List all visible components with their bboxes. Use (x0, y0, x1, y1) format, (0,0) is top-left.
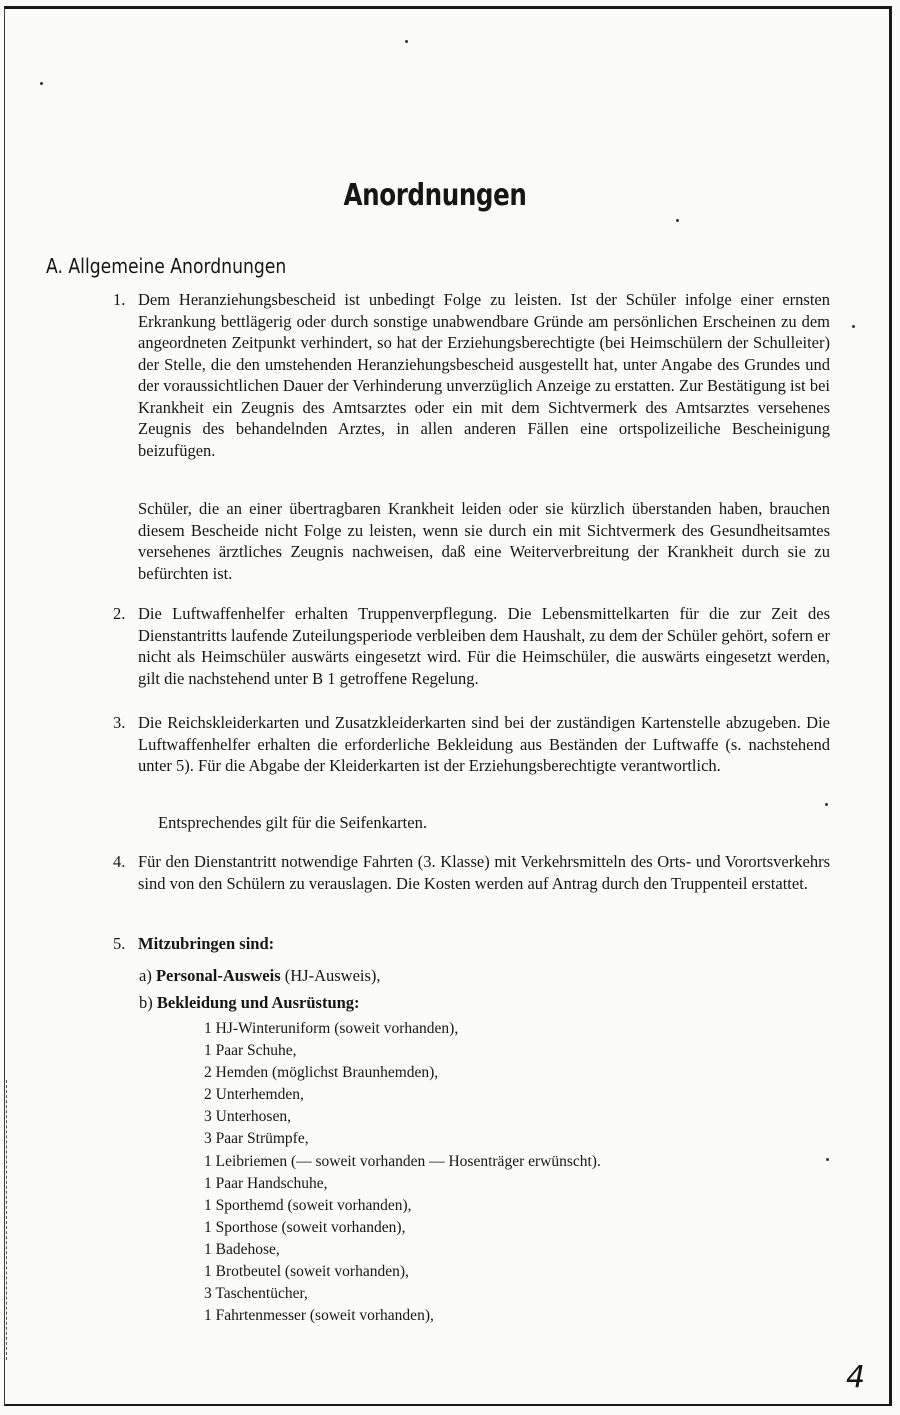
margin-scan-marks (6, 1080, 9, 1360)
scan-speck (825, 803, 828, 806)
list-item: 1 Leibriemen (— soweit vorhanden — Hosenträger erwünscht). (204, 1152, 601, 1170)
item-number: 3. (113, 713, 126, 732)
item-1-paragraph-2-text: Schüler, die an einer übertragbaren Krankheit leiden oder sie kürzlich überstanden haben, brauchen diesem Bescheide nicht Folge zu leisten, wenn sie durch ein mit Sichtvermerk des Gesundheitsamtes versehenes ärztliches Zeugnis nachweisen, daß eine Weiterverbreitung der Krankheit durch sie zu befürchten ist. (138, 499, 830, 583)
list-item: 1 Sporthose (soweit vorhanden), (204, 1218, 406, 1236)
item-number: 4. (113, 852, 126, 871)
scan-speck (676, 219, 679, 222)
list-item: 1 Sporthemd (soweit vorhanden), (204, 1196, 412, 1214)
subitem-a-label: a) (139, 966, 152, 985)
list-item: 3 Unterhosen, (204, 1108, 291, 1126)
item-3-paragraph-1: Die Reichskleiderkarten und Zusatzkleiderkarten sind bei der zuständigen Kartenstelle abzugeben. Die Luftwaffenhelfer erhalten die erforderliche Bekleidung aus Beständen der Luftwaffe (s. nachstehend unter 5). Für die Abgabe der Kleiderkarten ist der Erziehungsberechtigte verantwortlich. (138, 713, 830, 775)
scan-speck (405, 40, 408, 43)
item-2-paragraph: Die Luftwaffenhelfer erhalten Truppenverpflegung. Die Lebensmittelkarten für die zur Zeit des Dienstantritts laufende Zuteilungsperiode verbleiben dem Haushalt, zu dem der Schüler gehört, sofern er nicht als Heimschüler auswärts eingesetzt wird. Für die Heimschüler, die auswärts eingesetzt werden, gilt die nachstehend unter B 1 getroffene Regelung. (138, 604, 830, 688)
item-1-paragraph-2 (138, 498, 830, 584)
list-item: 1 HJ-Winteruniform (soweit vorhanden), (204, 1020, 459, 1037)
subitem-a (139, 966, 381, 986)
item-3-paragraph-2: Entsprechendes gilt für die Seifenkarten. (158, 813, 427, 832)
list-item: 1 Brotbeutel (soweit vorhanden), (204, 1263, 409, 1281)
item-number: 5. (113, 934, 126, 953)
list-item: 1 Badehose, (204, 1240, 280, 1258)
list-item: 2 Unterhemden, (204, 1086, 304, 1104)
equipment-list (204, 1018, 601, 1327)
list-item: 1 Paar Schuhe, (204, 1042, 297, 1060)
list-item: 1 Paar Handschuhe, (204, 1174, 328, 1192)
list-item: 2 Hemden (möglichst Braunhemden), (204, 1064, 439, 1082)
item-4-paragraph: Für den Dienstantritt notwendige Fahrten (3. Klasse) mit Verkehrsmitteln des Orts- und Vorortsverkehrs sind von den Schülern zu verauslagen. Die Kosten werden auf Antrag durch den Truppenteil erstattet. (138, 852, 830, 893)
subitem-a-bold: Personal-Ausweis (155, 966, 281, 985)
item-1-paragraph-1: Dem Heranziehungsbescheid ist unbedingt Folge zu leisten. Ist der Schüler infolge einer ernsten Erkrankung bettlägerig oder durch sonstige unabwendbare Gründe am persönlichen Erscheinen zu dem angeordneten Zeitpunkt verhindert, so hat der Erziehungsberechtigte (bei Heimschülern der Schulleiter) der Stelle, die den umstehenden Heranziehungsbescheid ausgestellt hat, unter Angabe des Grundes und der voraussichtlichen Dauer der Verhinderung unverzüglich Anzeige zu erstatten. Zur Bestätigung ist bei Krankheit ein Zeugnis des Amtsarztes oder ein mit dem Sichtvermerk des Amtsarztes versehenes Zeugnis des behandelnden Arztes, in allen anderen Fällen eine ortspolizeiliche Bescheinigung beizufügen. (138, 290, 830, 460)
subitem-b (139, 993, 360, 1013)
list-item: 3 Taschentücher, (204, 1285, 308, 1303)
page-title: Anordnungen (343, 178, 527, 213)
scan-speck (826, 1158, 829, 1161)
scan-speck (852, 325, 855, 328)
page-number: 4 (846, 1360, 866, 1395)
item-number: 2. (113, 604, 126, 623)
section-heading: A. Allgemeine Anordnungen (46, 254, 287, 278)
list-item: 1 Fahrtenmesser (soweit vorhanden), (204, 1307, 434, 1325)
item-5-heading: Mitzubringen sind: (138, 934, 275, 953)
subitem-a-rest: (HJ-Ausweis), (280, 966, 381, 985)
item-number: 1. (113, 290, 126, 309)
subitem-b-bold: Bekleidung und Ausrüstung: (156, 993, 360, 1012)
subitem-b-label: b) (139, 993, 153, 1012)
scan-speck (40, 82, 43, 85)
list-item: 3 Paar Strümpfe, (204, 1130, 309, 1148)
